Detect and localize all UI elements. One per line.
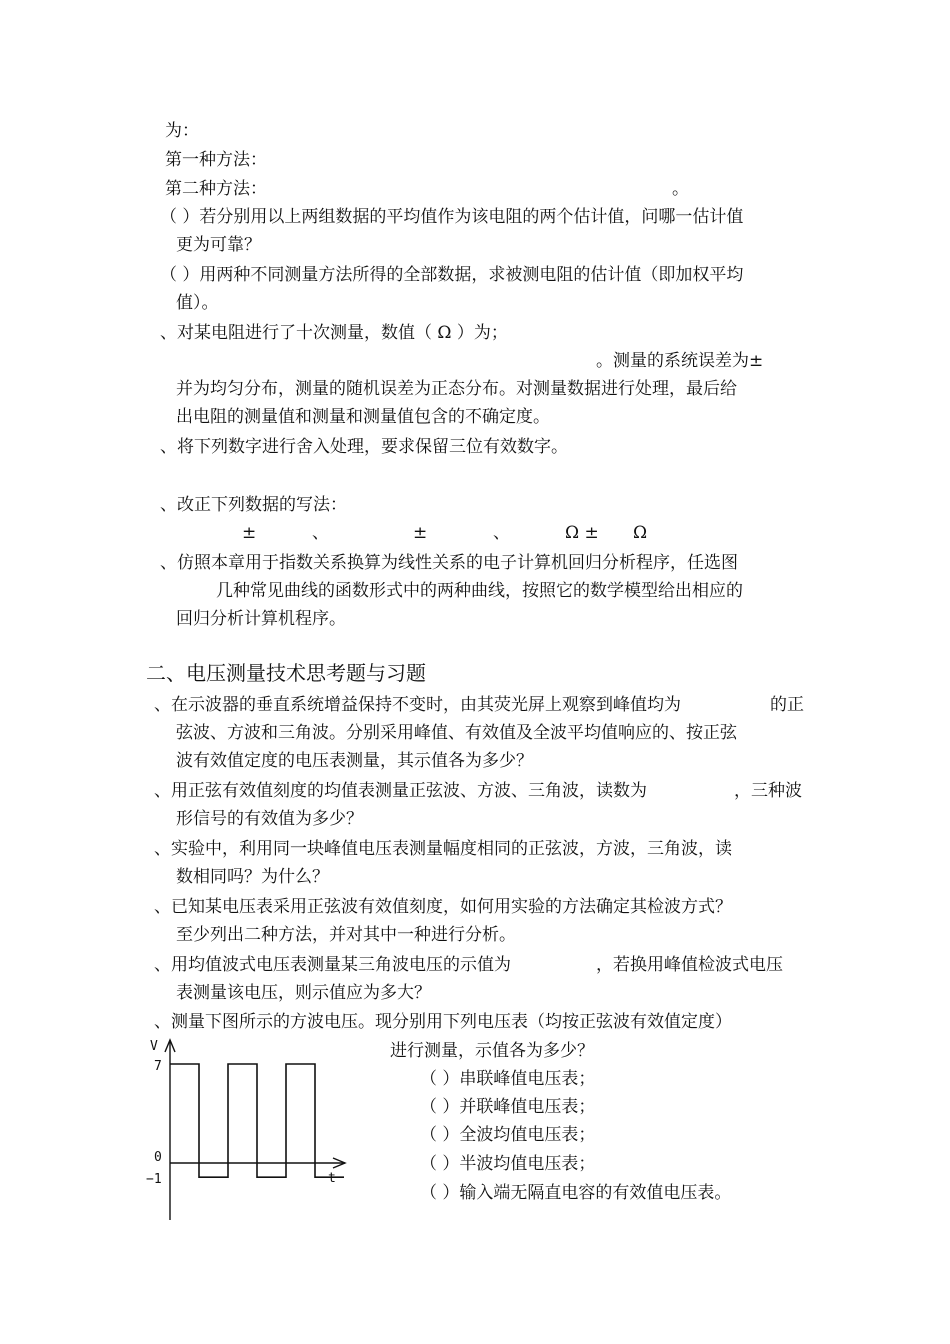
question-b-line2: 值）。 [176, 293, 219, 313]
q2-line1: 、用正弦有效值刻度的均值表测量正弦波、方波、三角波，读数为 [154, 781, 647, 801]
q4-line1: 、已知某电压表采用正弦波有效值刻度，如何用实验的方法确定其检波方式？ [154, 897, 732, 917]
tick-label-high: 7 [154, 1059, 162, 1074]
tick-label-low: −1 [146, 1172, 162, 1187]
question-ten-cont-3: 出电阻的测量值和测量和测量值包含的不确定度。 [176, 407, 550, 427]
text-line: 为： [165, 121, 199, 141]
section-heading: 二、电压测量技术思考题与习题 [146, 661, 426, 685]
question-regression-line1: 、仿照本章用于指数关系换算为线性关系的电子计算机回归分析程序，任选图 [160, 553, 738, 573]
q1-line1-end: 的正 [770, 695, 804, 715]
question-ten-cont-2: 并为均匀分布，测量的随机误差为正态分布。对测量数据进行处理，最后给 [176, 379, 737, 399]
correct-item: ± [413, 523, 428, 543]
q1-line1: 、在示波器的垂直系统增益保持不变时，由其荧光屏上观察到峰值均为 [154, 695, 681, 715]
q2-line1-end: ，三种波 [734, 781, 802, 801]
correct-item: Ω ± [565, 523, 599, 543]
q6-option-5: （ ）输入端无隔直电容的有效值电压表。 [420, 1183, 732, 1203]
q3-line1: 、实验中，利用同一块峰值电压表测量幅度相同的正弦波，方波，三角波，读 [154, 839, 732, 859]
question-regression-line2: 几种常见曲线的函数形式中的两种曲线，按照它的数学模型给出相应的 [216, 581, 743, 601]
question-ten-cont-1: 。测量的系统误差为± [596, 351, 764, 371]
tick-label-zero: 0 [154, 1150, 162, 1165]
q1-line3: 波有效值定度的电压表测量，其示值各为多少？ [176, 751, 533, 771]
correct-item: 、 [312, 523, 329, 543]
question-a-line1: （ ）若分别用以上两组数据的平均值作为该电阻的两个估计值，问哪一估计值 [160, 207, 744, 227]
q2-line2: 形信号的有效值为多少？ [176, 809, 363, 829]
q6-option-1: （ ）串联峰值电压表； [420, 1069, 596, 1089]
x-axis-label: t [328, 1171, 336, 1186]
q6-option-2: （ ）并联峰值电压表； [420, 1097, 596, 1117]
q6-option-3: （ ）全波均值电压表； [420, 1125, 596, 1145]
question-ten-measurements: 、对某电阻进行了十次测量，数值（ Ω ）为； [160, 323, 508, 343]
q6-line1: 、测量下图所示的方波电压。现分别用下列电压表（均按正弦波有效值定度） [154, 1012, 732, 1032]
q1-line2: 弦波、方波和三角波。分别采用峰值、有效值及全波平均值响应的、按正弦 [176, 723, 737, 743]
y-axis-label: V [150, 1039, 158, 1054]
square-wave-line [170, 1064, 344, 1177]
correct-item: ± [242, 523, 257, 543]
question-regression-line3: 回归分析计算机程序。 [176, 609, 346, 629]
q5-line1-end: ，若换用峰值检波式电压 [596, 955, 783, 975]
correct-item: Ω [633, 523, 648, 543]
method2-end: 。 [672, 179, 689, 199]
question-a-line2: 更为可靠？ [176, 235, 261, 255]
q4-line2: 至少列出二种方法，并对其中一种进行分析。 [176, 925, 516, 945]
method1-label: 第一种方法： [165, 150, 267, 170]
question-b-line1: （ ）用两种不同测量方法所得的全部数据，求被测电阻的估计值（即加权平均 [160, 265, 744, 285]
question-rounding: 、将下列数字进行舍入处理，要求保留三位有效数字。 [160, 437, 568, 457]
q3-line2: 数相同吗？为什么？ [176, 867, 329, 887]
q5-line2: 表测量该电压，则示值应为多大？ [176, 983, 431, 1003]
q6-option-4: （ ）半波均值电压表； [420, 1154, 596, 1174]
correct-item: 、 [493, 523, 510, 543]
q5-line1: 、用均值波式电压表测量某三角波电压的示值为 [154, 955, 511, 975]
question-correct-data: 、改正下列数据的写法： [160, 495, 347, 515]
q6-line2: 进行测量，示值各为多少？ [390, 1041, 594, 1061]
method2-label: 第二种方法： [165, 179, 267, 199]
square-wave-figure [140, 1030, 360, 1230]
